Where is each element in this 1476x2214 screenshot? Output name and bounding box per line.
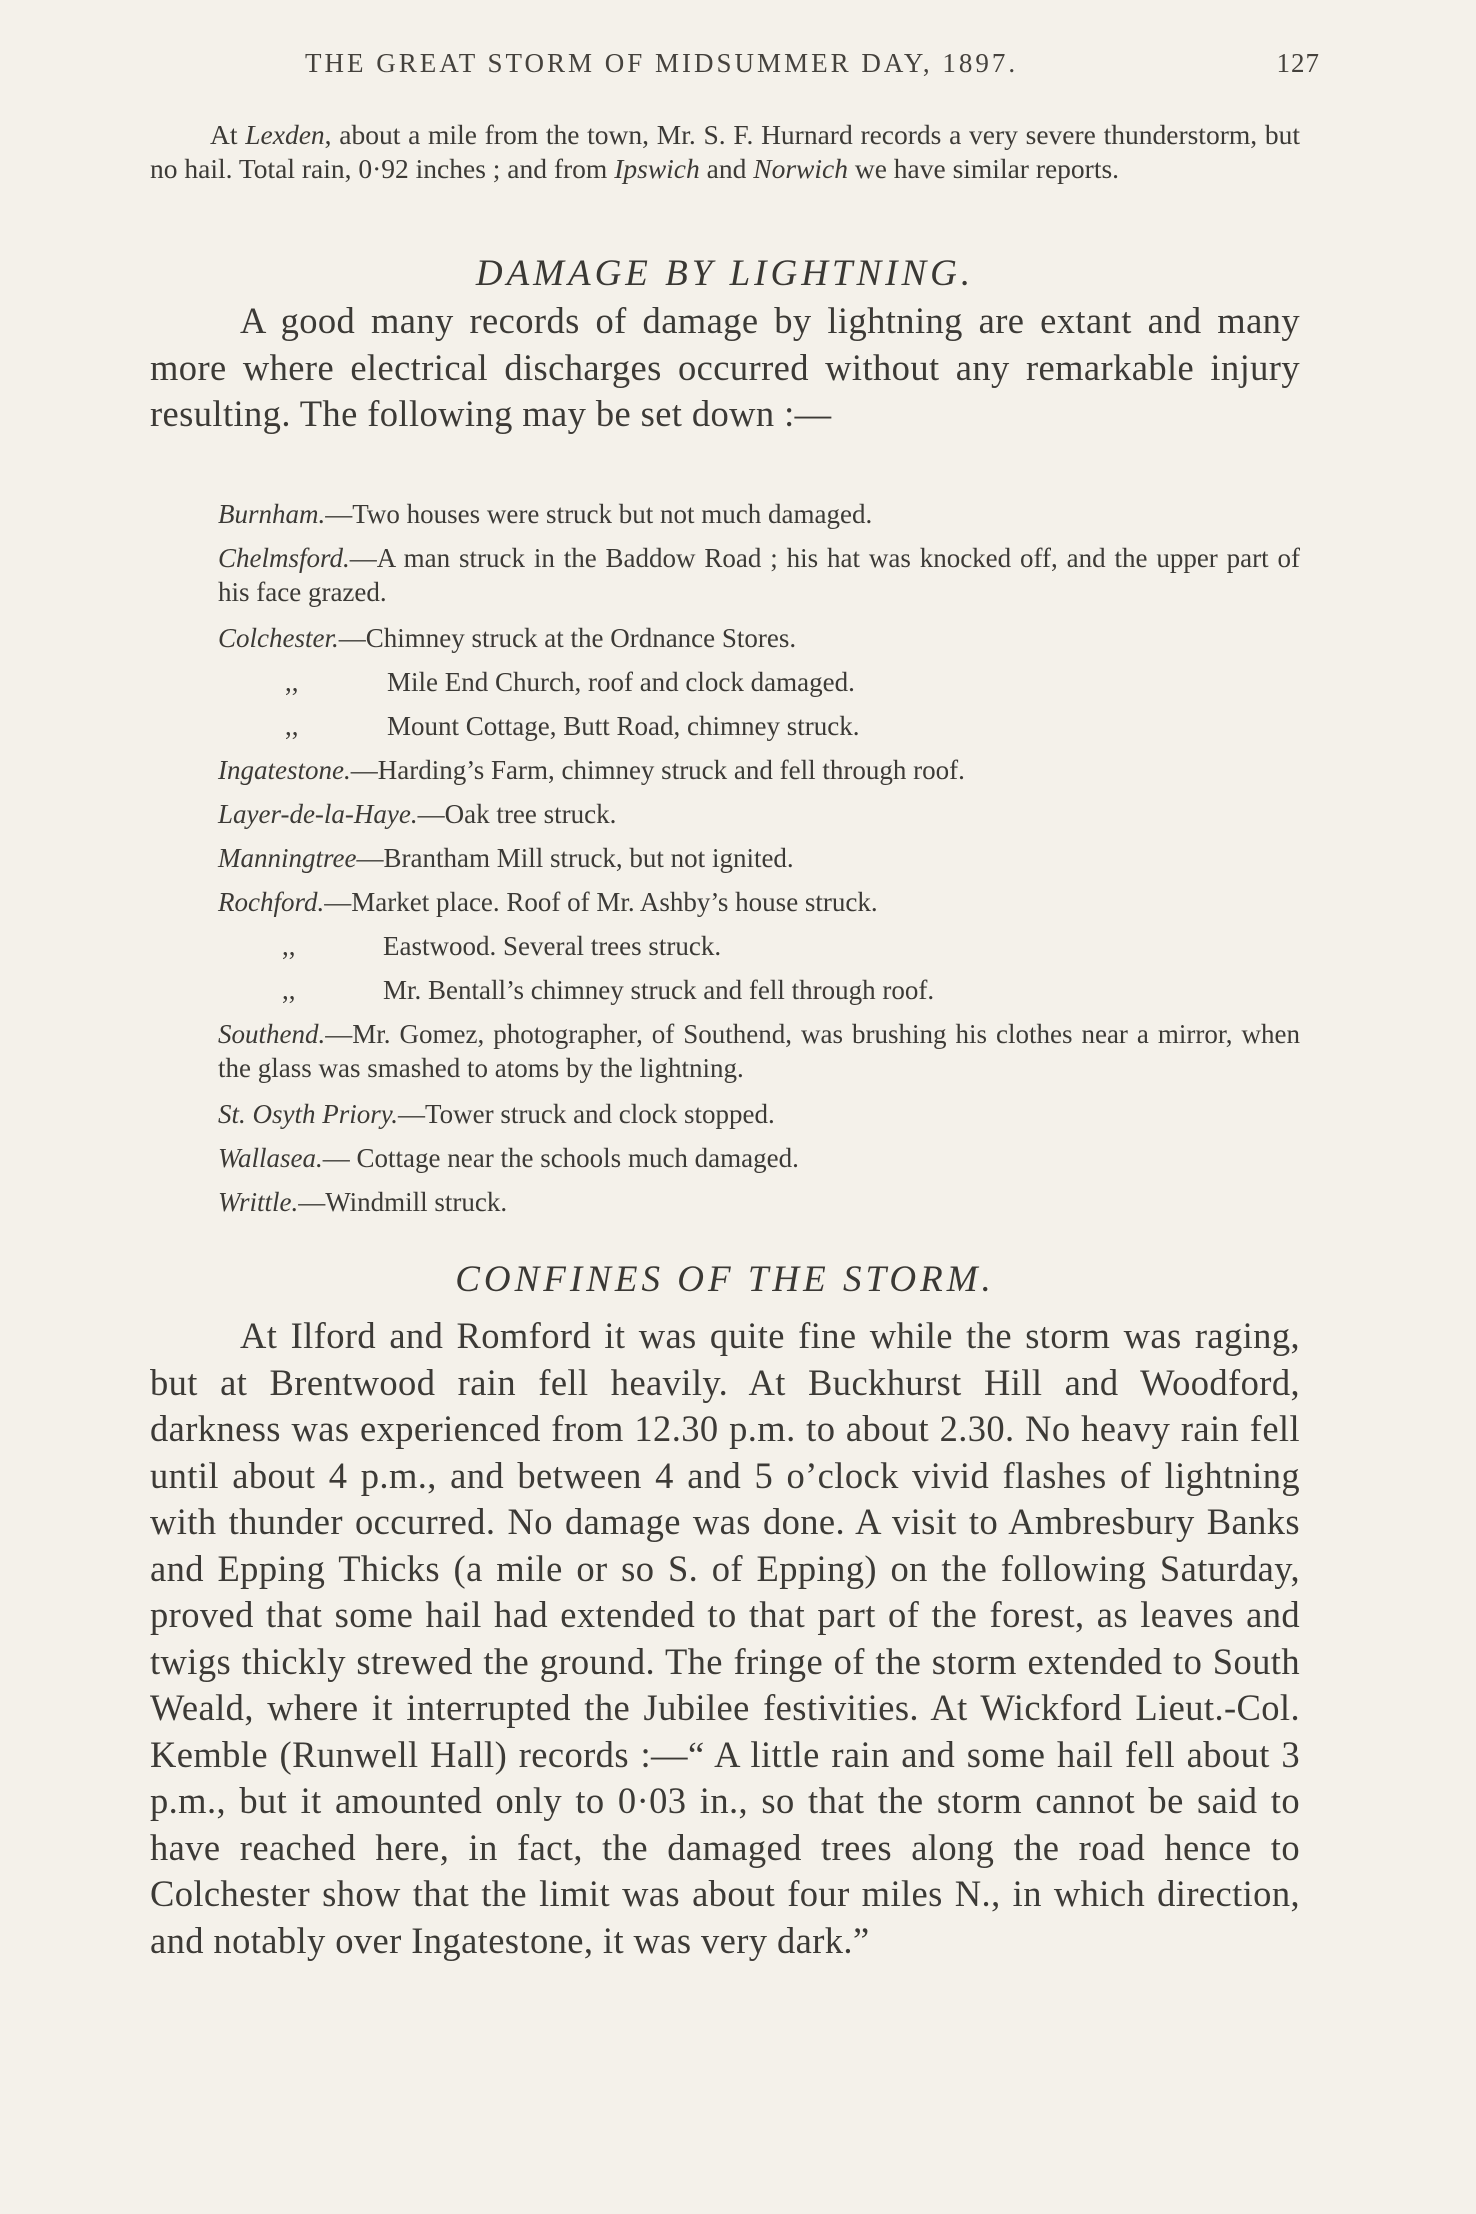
page-number: 127 [1276,48,1320,78]
list-item: Colchester.—Chimney struck at the Ordnance Stores. [218,623,797,653]
list-item: Writtle.—Windmill struck. [218,1187,508,1217]
intro-text-4: we have similar reports. [847,153,1120,184]
list-item: Wallasea.— Cottage near the schools much damaged. [218,1143,799,1173]
place-norwich: Norwich [753,153,848,184]
ditto-mark: ,, [285,667,299,697]
list-item: Chelmsford.—A man struck in the Baddow Road ; his hat was knocked off, and the upper part of his face grazed. [218,543,1300,607]
list-item: Manningtree—Brantham Mill struck, but not ignited. [218,843,794,873]
place-ipswich: Ipswich [614,153,700,184]
ditto-mark: ,, [282,975,296,1005]
list-item: Rochford.—Market place. Roof of Mr. Ashby’s house struck. [218,887,878,917]
section-heading-confines: CONFINES OF THE STORM. [455,1259,995,1300]
list-item: ,, Mr. Bentall’s chimney struck and fell through roof. [282,975,935,1005]
list-item: Burnham.—Two houses were struck but not much damaged. [218,499,873,529]
intro-paragraph [150,118,1300,186]
damage-entries-list [150,497,1300,1229]
list-item: ,, Mount Cottage, Butt Road, chimney struck. [285,711,860,741]
list-item: Southend.—Mr. Gomez, photographer, of Southend, was brushing his clothes near a mirror, when the glass was smashed to atoms by the lightning. [218,1019,1300,1083]
place-lexden: Lexden [245,119,325,150]
damage-intro-text: A good many records of damage by lightning are extant and many more where electrical discharges occurred without any remarkable injury resulting. The following may be set down :— [150,300,1300,434]
damage-intro-paragraph [150,298,1300,438]
list-item: Layer-de-la-Haye.—Oak tree struck. [218,799,617,829]
ditto-mark: ,, [285,711,299,741]
list-item: ,, Mile End Church, roof and clock damaged. [285,667,855,697]
ditto-mark: ,, [282,931,296,961]
confines-text: At Ilford and Romford it was quite fine while the storm was raging, but at Brentwood rain fell heavily. At Buckhurst Hill and Woodford, darkness was experienced from 12.30 p.m. to about 2.30. No heavy rain fell until about 4 p.m., and between 4 and 5 o’clock vivid flashes of lightning with thunder occurred. No damage was done. A visit to Ambresbury Banks and Epping Thicks (a mile or so S. of Epping) on the following Saturday, proved that some hail had extended to that part of the forest, as leaves and twigs thickly strewed the ground. The fringe of the storm extended to South Weald, where it interrupted the Jubilee festivities. At Wickford Lieut.-Col. Kemble (Runwell Hall) records :—“ A little rain and some hail fell about 3 p.m., but it amounted only to 0·03 in., so that the storm cannot be said to have reached here, in fact, the damaged trees along the road hence to Colchester show that the limit was about four miles N., in which direction, and notably over Ingatestone, it was very dark.” [150,1315,1300,1961]
confines-paragraph [150,1313,1300,1964]
section-heading-damage: DAMAGE BY LIGHTNING. [475,253,975,294]
running-title: THE GREAT STORM OF MIDSUMMER DAY, 1897. [305,48,1019,78]
intro-text-3: and [699,153,754,184]
list-item: ,, Eastwood. Several trees struck. [282,931,722,961]
intro-text-1: At [210,119,246,150]
list-item: Ingatestone.—Harding’s Farm, chimney struck and fell through roof. [218,755,965,785]
intro-text-2: , about a mile from the town, Mr. S. F. Hurnard records a very severe thunderstorm, but no hail. Total rain, 0·92 inches ; and from [150,119,1300,184]
list-item: St. Osyth Priory.—Tower struck and clock stopped. [218,1099,775,1129]
running-header [305,48,1320,88]
